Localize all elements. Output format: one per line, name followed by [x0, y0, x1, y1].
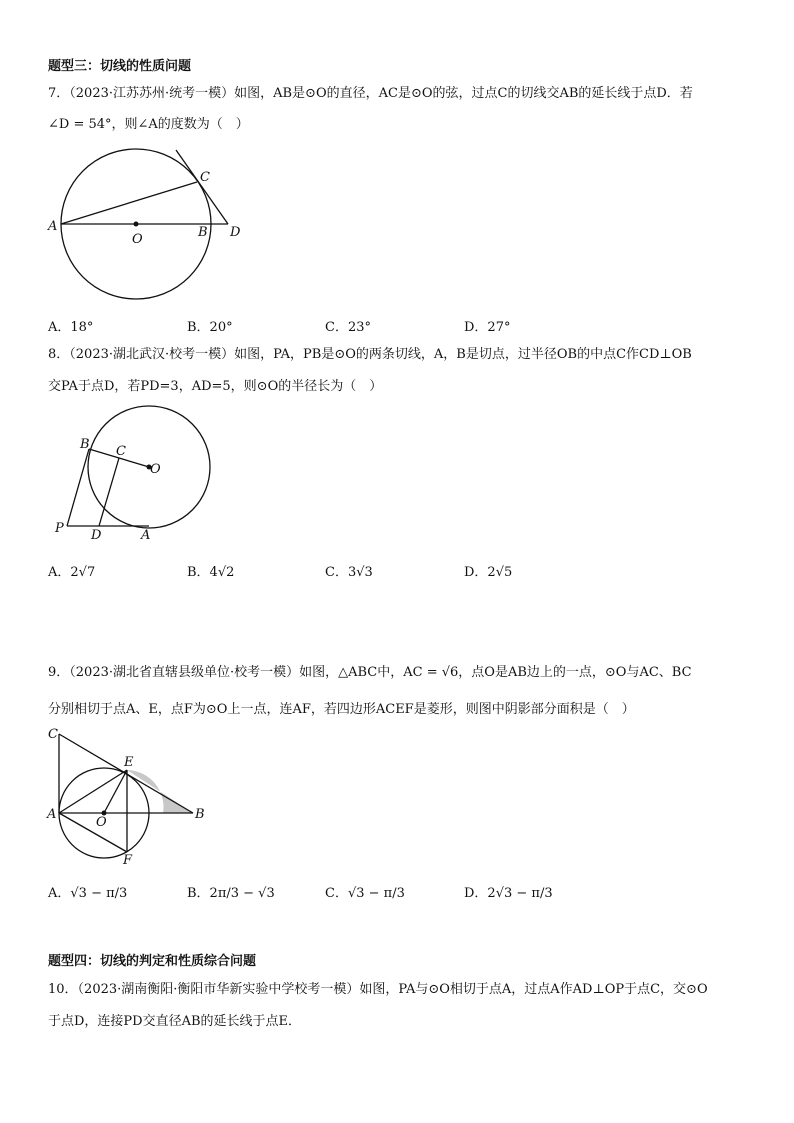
q9-option-a: A．√3 − π/3	[48, 886, 128, 901]
q8-label-B: B	[80, 437, 90, 452]
question-8-line-1: 8．（2023·湖北武汉·校考一模）如图，PA，PB是⊙O的两条切线，A，B是切点，过半径OB的中点C作CD⊥OB	[48, 347, 692, 362]
q9-label-O: O	[96, 815, 107, 830]
question-7-line-2: ∠D = 54°，则∠A的度数为（ ）	[48, 117, 249, 132]
q7-option-b: B．20°	[187, 320, 233, 335]
question-9-line-1: 9．（2023·湖北省直辖县级单位·校考一模）如图，△ABC中，AC = √6，点O是AB边上的一点，⊙O与AC、BC	[48, 665, 692, 680]
q8-label-A: A	[141, 528, 151, 543]
q9-label-E: E	[124, 755, 134, 770]
q8-label-O: O	[150, 462, 161, 477]
q9-option-d: D．2√3 − π/3	[464, 886, 553, 901]
q7-option-d: D．27°	[464, 320, 511, 335]
q7-label-B: B	[198, 225, 208, 240]
q9-label-B: B	[195, 807, 205, 822]
question-10-line-2: 于点D，连接PD交直径AB的延长线于点E．	[48, 1014, 302, 1029]
question-9-line-2: 分别相切于点A、E，点F为⊙O上一点，连AF，若四边形ACEF是菱形，则图中阴影部分面积是（ ）	[48, 702, 635, 717]
q7-label-D: D	[230, 225, 241, 240]
q9-label-F: F	[123, 853, 133, 868]
section-heading: 题型三：切线的性质问题	[48, 59, 192, 74]
q7-label-O: O	[132, 232, 143, 247]
q7-label-A: A	[48, 219, 58, 234]
q8-option-d: D．2√5	[464, 565, 513, 580]
q9-option-b: B．2π/3 − √3	[187, 886, 275, 901]
question-8-line-2: 交PA于点D，若PD=3，AD=5，则⊙O的半径长为（ ）	[48, 379, 383, 394]
question-7-line-1: 7．（2023·江苏苏州·统考一模）如图，AB是⊙O的直径，AC是⊙O的弦，过点C的切线交AB的延长线于点D．若	[48, 86, 693, 101]
q8-option-c: C．3√3	[325, 565, 373, 580]
q7-label-C: C	[200, 170, 210, 185]
q9-option-c: C．√3 − π/3	[325, 886, 405, 901]
section-heading: 题型四：切线的判定和性质综合问题	[48, 954, 257, 969]
q8-option-b: B．4√2	[187, 565, 235, 580]
question-10-line-1: 10．（2023·湖南衡阳·衡阳市华新实验中学校考一模）如图，PA与⊙O相切于点A，过点A作AD⊥OP于点C，交⊙O	[48, 982, 708, 997]
q9-label-A: A	[47, 807, 57, 822]
q8-label-P: P	[55, 521, 64, 536]
q9-label-C: C	[48, 727, 58, 742]
q7-option-c: C．23°	[325, 320, 371, 335]
q8-option-a: A．2√7	[48, 565, 96, 580]
q8-label-C: C	[116, 444, 126, 459]
q8-label-D: D	[91, 528, 102, 543]
q7-option-a: A．18°	[48, 320, 94, 335]
